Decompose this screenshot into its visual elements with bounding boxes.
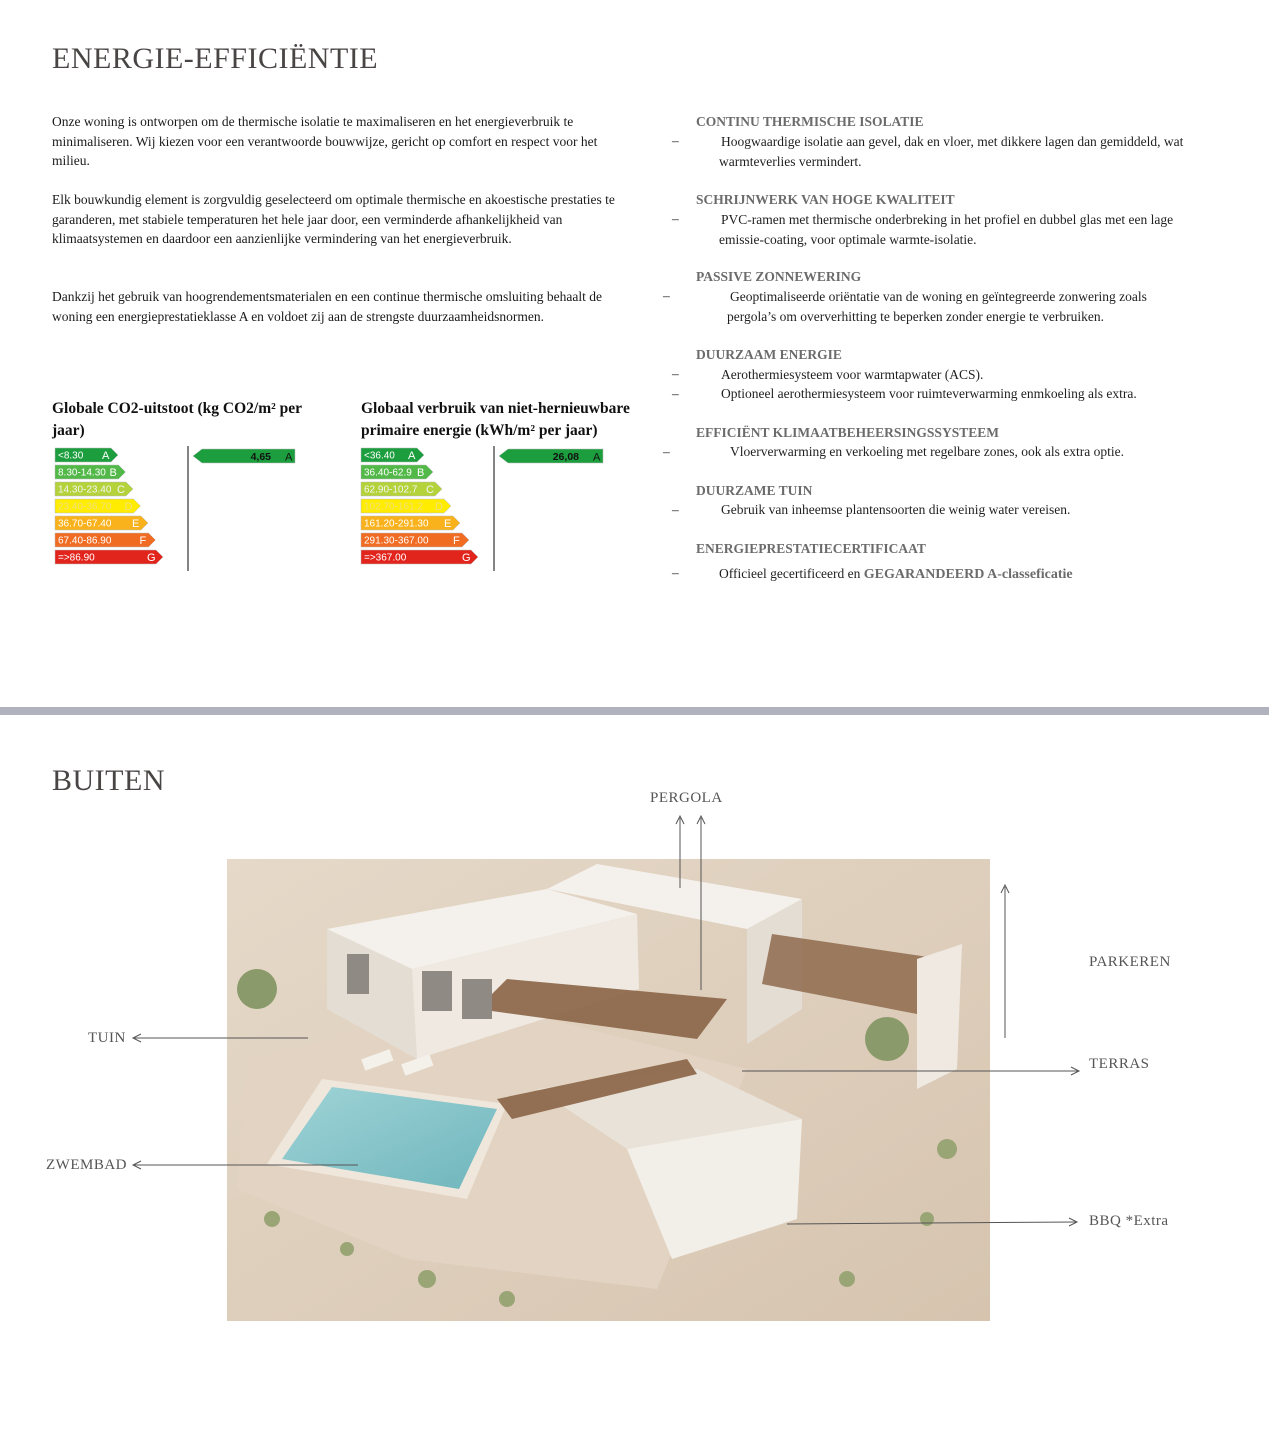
- dash-bullet: –: [663, 288, 670, 303]
- energy-class-bar-A: [361, 448, 424, 462]
- dash-bullet: –: [672, 211, 679, 226]
- energy-class-range: 36.40-62.9: [364, 467, 412, 479]
- energy-class-letter: B: [417, 467, 425, 479]
- feature-heading: PASSIVE ZONNEWERING: [696, 269, 862, 284]
- intro-paragraph-3: Dankzij het gebruik van hoogrendementsmaterialen en een continue thermische omsluiting behaalt de woning een energieprestatieklasse A en voldoet zij aan de strengste duurzaamheidsnormen.: [52, 289, 602, 324]
- intro-paragraph-1: Onze woning is ontworpen om de thermische isolatie te maximaliseren en het energieverbruik te minimaliseren. Wij kiezen voor een verantwoorde bouwwijze, gericht op comfort en respect voor het milieu.: [52, 114, 598, 168]
- energy-class-range: 36.70-67.40: [58, 518, 112, 530]
- feature-text: Geoptimaliseerde oriëntatie van de woning en geïntegreerde zonwering zoals pergola’s om oververhitting te beperken zonder energie te verbruiken.: [727, 289, 1147, 324]
- energy-class-range: =>86.90: [58, 552, 95, 564]
- energy-class-bar-B: [361, 465, 433, 479]
- energy-class-bar-C: [55, 482, 133, 496]
- annotation-arrows: [0, 700, 1269, 1300]
- energy-class-letter: D: [124, 501, 133, 513]
- feature-heading: DUURZAME TUIN: [696, 483, 813, 498]
- value-indicator: [499, 449, 603, 464]
- feature-text: Optioneel aerothermiesysteem voor ruimteverwarming enmkoeling als extra.: [721, 386, 1137, 401]
- energy-class-range: <36.40: [364, 450, 395, 462]
- energy-class-letter: B: [109, 467, 117, 479]
- feature-text: PVC-ramen met thermische onderbreking in het profiel en dubbel glas met een lage emissie-coating, voor optimale warmte-isolatie.: [719, 212, 1174, 247]
- value-indicator-shape: [193, 449, 295, 463]
- feature-heading: ENERGIEPRESTATIECERTIFICAAT: [696, 541, 926, 556]
- feature-text: Gebruik van inheemse plantensoorten die weinig water vereisen.: [721, 502, 1071, 517]
- energy-class-range: <8.30: [58, 450, 84, 462]
- label-tuin: TUIN: [88, 1030, 126, 1046]
- value-label: 4,65: [250, 451, 271, 463]
- energy-class-letter: F: [453, 535, 460, 547]
- energy-class-range: 8.30-14.30: [58, 467, 106, 479]
- energy-class-bar-F: [55, 533, 156, 547]
- dash-bullet: –: [672, 366, 679, 381]
- energy-class-letter: C: [426, 484, 434, 496]
- energy-class-range: 23.40-36.70: [58, 501, 112, 513]
- dash-bullet: –: [672, 565, 679, 580]
- energy-class-bar-C: [361, 482, 442, 496]
- energy-class-range: 67.40-86.90: [58, 535, 112, 547]
- energy-class-letter: D: [435, 501, 443, 513]
- feature-text: [719, 564, 1199, 585]
- dash-bullet: –: [663, 444, 670, 459]
- energy-class-letter: C: [117, 484, 125, 496]
- energy-class-range: 102.70-161.2: [364, 501, 423, 513]
- value-label: 26,08: [552, 451, 579, 463]
- intro-paragraph-2: Elk bouwkundig element is zorgvuldig geselecteerd om optimale thermische en akoestische prestaties te garanderen, met stabiele temperaturen het hele jaar door, een verminderde afhankelijkheid van klimaatsystemen en daardoor een aanzienlijke vermindering van het energieverbruik.: [52, 192, 615, 246]
- section-title-energy: ENERGIE-EFFICIËNTIE: [52, 42, 379, 75]
- energy-class-letter: A: [408, 450, 416, 462]
- energy-class-bar-D: [55, 499, 141, 513]
- feature-text: Vloerverwarming en verkoeling met regelbare zones, ook als extra optie.: [730, 444, 1124, 459]
- energy-class-range: 161.20-291.30: [364, 518, 429, 530]
- energy-class-bar-E: [361, 516, 460, 530]
- energy-class-range: 62.90-102.7: [364, 484, 418, 496]
- label-pergola: PERGOLA: [650, 790, 723, 806]
- energy-class-bar-A: [55, 448, 118, 462]
- energy-class-bar-E: [55, 516, 148, 530]
- energy-class-bar-B: [55, 465, 126, 479]
- energy-label-chart-energy: [358, 444, 618, 579]
- feature-text: Hoogwaardige isolatie aan gevel, dak en vloer, met dikkere lagen dan gemiddeld, wat warmteverlies vermindert.: [719, 134, 1184, 169]
- energy-label-chart-co2: [52, 444, 312, 579]
- certificate-emphasis: GEGARANDEERD A-classeficatie: [863, 567, 1073, 582]
- energy-class-letter: E: [132, 518, 140, 530]
- dash-bullet: –: [672, 133, 679, 148]
- energy-class-letter: E: [444, 518, 452, 530]
- energy-class-range: 14.30-23.40: [58, 484, 112, 496]
- label-zwembad: ZWEMBAD: [46, 1157, 127, 1173]
- energy-class-range: 291.30-367.00: [364, 535, 429, 547]
- chart-title-energy: Globaal verbruik van niet-hernieuwbare primaire energie (kWh/m² per jaar): [361, 400, 630, 439]
- dash-bullet: –: [672, 386, 679, 401]
- label-bbq: BBQ *Extra: [1089, 1213, 1169, 1229]
- feature-heading: EFFICIËNT KLIMAATBEHEERSINGSSYSTEEM: [696, 425, 999, 440]
- value-class-label: A: [285, 451, 293, 464]
- feature-heading: CONTINU THERMISCHE ISOLATIE: [696, 114, 924, 129]
- energy-class-letter: G: [147, 552, 156, 564]
- energy-class-bar-F: [361, 533, 469, 547]
- value-indicator-shape: [499, 449, 603, 463]
- value-indicator: [193, 449, 295, 464]
- value-class-label: A: [593, 451, 601, 464]
- energy-class-letter: A: [102, 450, 110, 462]
- energy-class-bar-G: [361, 550, 478, 564]
- feature-text: Aerothermiesysteem voor warmtapwater (ACS).: [721, 367, 984, 382]
- label-parkeren: PARKEREN: [1089, 954, 1171, 970]
- label-terras: TERRAS: [1089, 1056, 1150, 1072]
- feature-heading: SCHRIJNWERK VAN HOGE KWALITEIT: [696, 192, 955, 207]
- energy-class-bar-D: [361, 499, 451, 513]
- section-title-outside: BUITEN: [52, 764, 165, 797]
- chart-title-co2: Globale CO2-uitstoot (kg CO2/m² per jaar): [52, 400, 302, 439]
- dash-bullet: –: [672, 502, 679, 517]
- energy-class-letter: G: [462, 552, 471, 564]
- energy-class-letter: F: [139, 535, 147, 547]
- energy-class-range: =>367.00: [364, 552, 407, 564]
- feature-heading: DUURZAAM ENERGIE: [696, 347, 842, 362]
- energy-class-bar-G: [55, 550, 163, 564]
- certificate-text: Officieel gecertificeerd en: [719, 566, 861, 581]
